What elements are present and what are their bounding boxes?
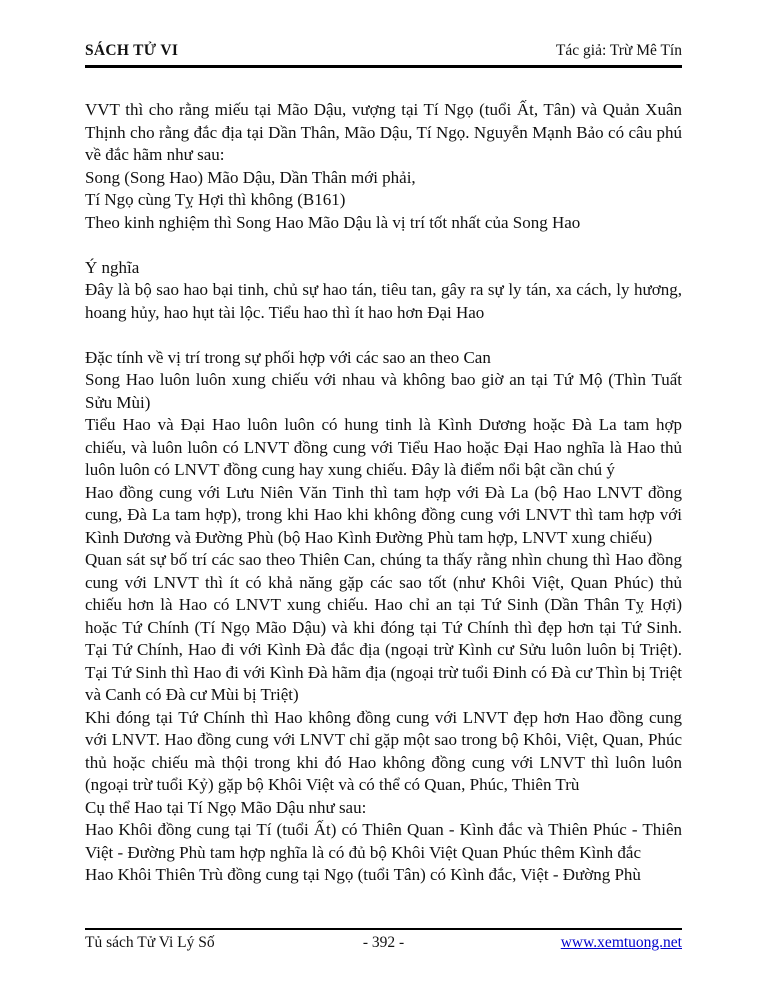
author-credit: Tác giả: Trừ Mê Tín [555, 42, 682, 59]
body-paragraph: Hao đồng cung với Lưu Niên Văn Tinh thì tam hợp với Đà La (bộ Hao LNVT đồng cung, Đà La tam hợp), trong khi Hao khi không đồng cung với LNVT thì tam hợp với Kình Dương và Đường Phù (bộ Hao Kình Đường Phù tam hợp, LNVT xung chiếu) [85, 482, 682, 547]
body-paragraph: Khi đóng tại Tứ Chính thì Hao không đồng cung với LNVT đẹp hơn Hao đồng cung với LNVT. Hao đồng cung với LNVT chỉ gặp một sao trong bộ Khôi, Việt, Quan, Phúc thủ hoặc chiếu mà thội trong khi đó Hao không đồng cung với LNVT thì luôn luôn (ngoại trừ tuổi Kỷ) gặp bộ Khôi Việt và có thể có Quan, Phúc, Thiên Trù [85, 707, 682, 794]
body-paragraph: Hao Khôi đồng cung tại Tí (tuổi Ất) có Thiên Quan - Kình đắc và Thiên Phúc - Thiên Việt - Đường Phù tam hợp nghĩa là có đủ bộ Khôi Việt Quan Phúc thêm Kình đắc [85, 820, 682, 862]
footer-series-title: Tủ sách Tử Vi Lý Số [85, 934, 215, 951]
book-title: SÁCH TỬ VI [85, 42, 179, 59]
body-paragraph: Tiểu Hao và Đại Hao luôn luôn có hung tinh là Kình Dương hoặc Đà La tam hợp chiếu, và luôn luôn có LNVT đồng cung với Tiểu Hao hoặc Đại Hao nghĩa là Hao thủ luôn luôn có LNVT đồng cung hay xung chiếu. Đây là điểm nổi bật cần chú ý [85, 415, 682, 479]
footer-page-number: - 392 - [362, 934, 405, 951]
body-paragraph: Quan sát sự bố trí các sao theo Thiên Can, chúng ta thấy rằng nhìn chung thì Hao đồng cung với LNVT thì ít có khả năng gặp các sao tốt (như Khôi Việt, Quan Phúc) thủ chiếu hơn là Hao có LNVT xung chiếu. Hao chỉ an tại Tứ Sinh (Dần Thân Tỵ Hợi) hoặc Tứ Chính (Tí Ngọ Mão Dậu) và khi đóng tại Tứ Chính thì đẹp hơn tại Tứ Sinh. Tại Tứ Chính, Hao đi với Kình Đà đắc địa (ngoại trừ Kình cư Sửu luôn luôn bị Triệt). Tại Tứ Sinh thì Hao đi với Kình Đà hãm địa (ngoại trừ tuổi Đinh có Đà cư Thìn bị Triệt và Canh có Đà cư Mùi bị Triệt) [85, 550, 682, 704]
body-paragraph: Song Hao luôn luôn xung chiếu với nhau và không bao giờ an tại Tứ Mộ (Thìn Tuất Sửu Mùi) [85, 370, 682, 412]
body-paragraph: Cụ thể Hao tại Tí Ngọ Mão Dậu như sau: [85, 797, 367, 817]
body-paragraph: VVT thì cho rằng miếu tại Mão Dậu, vượng tại Tí Ngọ (tuổi Ất, Tân) và Quản Xuân Thịnh cho rằng đắc địa tại Dần Thân, Mão Dậu, Tí Ngọ. Nguyễn Mạnh Bảo có câu phú về đắc hãm như sau: [85, 100, 682, 164]
page-footer [85, 928, 682, 952]
page-header [85, 42, 682, 68]
body-paragraph: Tí Ngọ cùng Tỵ Hợi thì không (B161) [85, 190, 346, 209]
document-page [85, 0, 682, 887]
body-paragraph: Hao Khôi Thiên Trù đồng cung tại Ngọ (tuổi Tân) có Kình đắc, Việt - Đường Phù [85, 865, 641, 884]
page-body [85, 99, 682, 887]
section-heading: Đặc tính về vị trí trong sự phối hợp với các sao an theo Can [85, 347, 491, 367]
body-paragraph: Song (Song Hao) Mão Dậu, Dần Thân mới phải, [85, 167, 416, 187]
footer-website-link[interactable]: www.xemtuong.net [560, 934, 682, 951]
body-paragraph: Đây là bộ sao hao bại tinh, chủ sự hao tán, tiêu tan, gây ra sự ly tán, xa cách, ly hương, hoang hủy, hao hụt tài lộc. Tiểu hao thì ít hao hơn Đại Hao [85, 280, 682, 322]
section-heading: Ý nghĩa [85, 257, 140, 277]
body-paragraph: Theo kinh nghiệm thì Song Hao Mão Dậu là vị trí tốt nhất của Song Hao [85, 212, 581, 232]
